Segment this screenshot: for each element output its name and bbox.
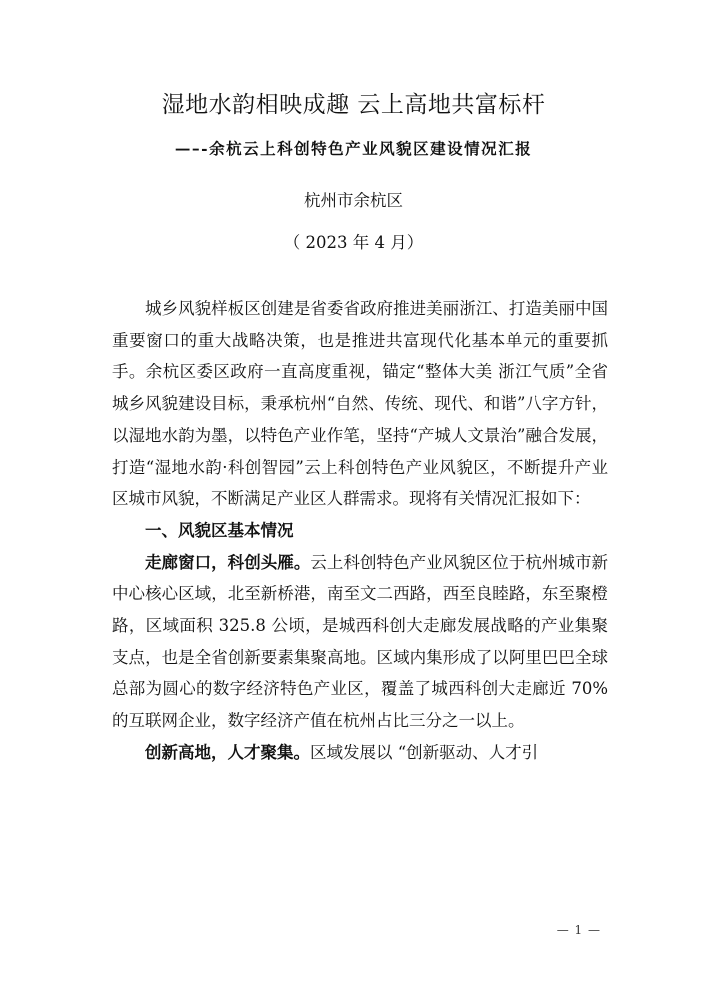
paragraph-lead: 走廊窗口，科创头雁。 (145, 552, 311, 572)
section-heading: 一、风貌区基本情况 (145, 520, 294, 540)
paragraph-text: 区域发展以 “创新驱动、人才引 (310, 742, 539, 762)
document-date: （ 2023 年 4 月） (283, 233, 424, 252)
section-paragraph (112, 547, 608, 737)
section-paragraph (112, 737, 608, 769)
document-subtitle: —–-余杭云上科创特色产业风貌区建设情况汇报 (174, 139, 533, 158)
document-title: 湿地水韵相映成趣 云上高地共富标杆 (161, 92, 546, 118)
paragraph-lead: 创新高地，人才聚集。 (145, 742, 310, 762)
document-body (112, 293, 608, 769)
intro-paragraph: 城乡风貌样板区创建是省委省政府推进美丽浙江、打造美丽中国重要窗口的重大战略决策，也是推进共富现代化基本单元的重要抓手。余杭区委区政府一直高度重视，锚定“整体大美 浙江气质”全省城乡风貌建设目标，秉承杭州“自然、传统、现代、和谐”八字方针，以湿地水韵为墨，以特色产业作笔，坚持“产城人文景治”融合发展，打造“湿地水韵·科创智园”云上科创特色产业风貌区，不断提升产业区城市风貌，不断满足产业区人群需求。现将有关情况汇报如下： (112, 299, 608, 509)
paragraph-text: 云上科创特色产业风貌区位于杭州城市新中心核心区域，北至新桥港，南至文二西路，西至良睦路，东至聚橙路，区域面积 325.8 公顷，是城西科创大走廊发展战略的产业集聚支点，也是全省创新要素集聚高地。区域内集形成了以阿里巴巴全球总部为圆心的数字经济特色产业区，覆盖了城西科创大走廊近 70%的互联网企业，数字经济产值在杭州占比三分之一以上。 (112, 552, 609, 731)
page-number: — 1 — (556, 923, 601, 937)
document-author: 杭州市余杭区 (304, 191, 403, 210)
